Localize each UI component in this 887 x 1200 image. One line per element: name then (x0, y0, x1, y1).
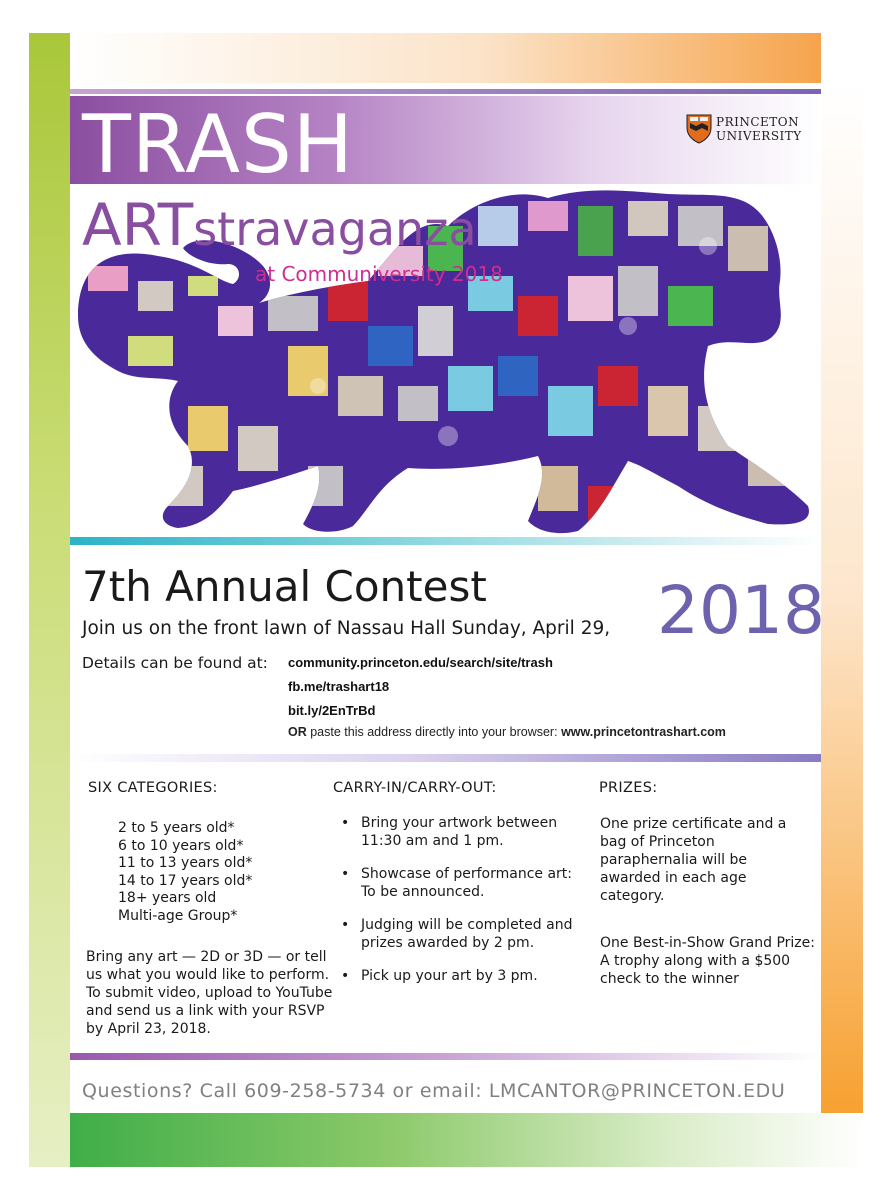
grand-prize-info: One Best-in-Show Grand Prize: A trophy along with a $500 check to the winner (600, 935, 815, 987)
or-prefix: OR (288, 725, 307, 739)
carry-item (337, 815, 582, 850)
bullet-icon: • (341, 866, 350, 882)
right-border (821, 83, 863, 1113)
columns-divider (70, 754, 821, 762)
header-divider (70, 89, 821, 94)
link-website[interactable]: www.princetontrashart.com (561, 725, 726, 739)
prizes-heading: PRIZES: (599, 780, 658, 796)
title-trash: TRASH (82, 98, 354, 191)
event-subtitle: at Communiversity 2018 (255, 262, 503, 286)
bottom-border (70, 1113, 863, 1167)
contest-year: 2018 (657, 572, 825, 649)
category-item: 14 to 17 years old* (118, 872, 253, 889)
footer-divider (70, 1053, 821, 1060)
carry-item-text: Pick up your art by 3 pm. (361, 968, 538, 984)
link-community[interactable]: community.princeton.edu/search/site/trash (288, 655, 553, 670)
category-item: Multi-age Group* (118, 907, 238, 924)
bullet-icon: • (341, 968, 350, 984)
category-item: 6 to 10 years old* (118, 837, 244, 854)
title-artstravaganza (82, 191, 477, 271)
categories-heading: SIX CATEGORIES: (88, 780, 218, 796)
title-art: ART (82, 191, 194, 259)
details-label: Details can be found at: (82, 654, 268, 672)
logo-line-2: UNIVERSITY (716, 129, 802, 143)
title-stravaganza: stravaganza (193, 202, 477, 256)
category-item: 11 to 13 years old* (118, 855, 253, 871)
contest-location: Join us on the front lawn of Nassau Hall Sunday, April 29, (82, 618, 611, 639)
left-border (29, 33, 70, 1167)
bullet-icon: • (341, 815, 350, 831)
prize-category-info: One prize certificate and a bag of Princeton paraphernalia will be awarded in each age category. (600, 816, 787, 904)
category-item: 2 to 5 years old* (118, 820, 235, 836)
carry-item (337, 917, 582, 952)
top-border (70, 33, 821, 83)
link-facebook[interactable]: fb.me/trashart18 (288, 679, 390, 694)
contest-title: 7th Annual Contest (82, 562, 487, 611)
logo-line-1: PRINCETON (716, 115, 800, 129)
contest-divider (70, 537, 821, 545)
or-text: paste this address directly into your browser: (310, 725, 558, 739)
carry-item-text: Judging will be completed and prizes awarded by 2 pm. (361, 917, 573, 951)
carry-item (337, 866, 582, 901)
carry-item-text: Showcase of performance art: To be announced. (361, 866, 573, 900)
submission-info: Bring any art — 2D or 3D — or tell us what you would like to perform. To submit video, upload to YouTube and send us a link with your RSVP by April 23, 2018. (86, 949, 333, 1037)
princeton-logo (686, 112, 810, 146)
category-item: 18+ years old (118, 890, 217, 906)
bullet-icon: • (341, 917, 350, 933)
logo-text (716, 115, 802, 143)
carry-heading: CARRY-IN/CARRY-OUT: (333, 780, 497, 796)
shield-icon (686, 114, 712, 144)
carry-item (337, 968, 582, 986)
carry-list (337, 815, 582, 1002)
categories-list (118, 820, 252, 925)
or-line (288, 725, 726, 739)
carry-item-text: Bring your artwork between 11:30 am and 1 pm. (361, 815, 558, 849)
link-bitly[interactable]: bit.ly/2EnTrBd (288, 703, 376, 718)
contact-line: Questions? Call 609-258-5734 or email: LMCANTOR@PRINCETON.EDU (82, 1080, 786, 1102)
